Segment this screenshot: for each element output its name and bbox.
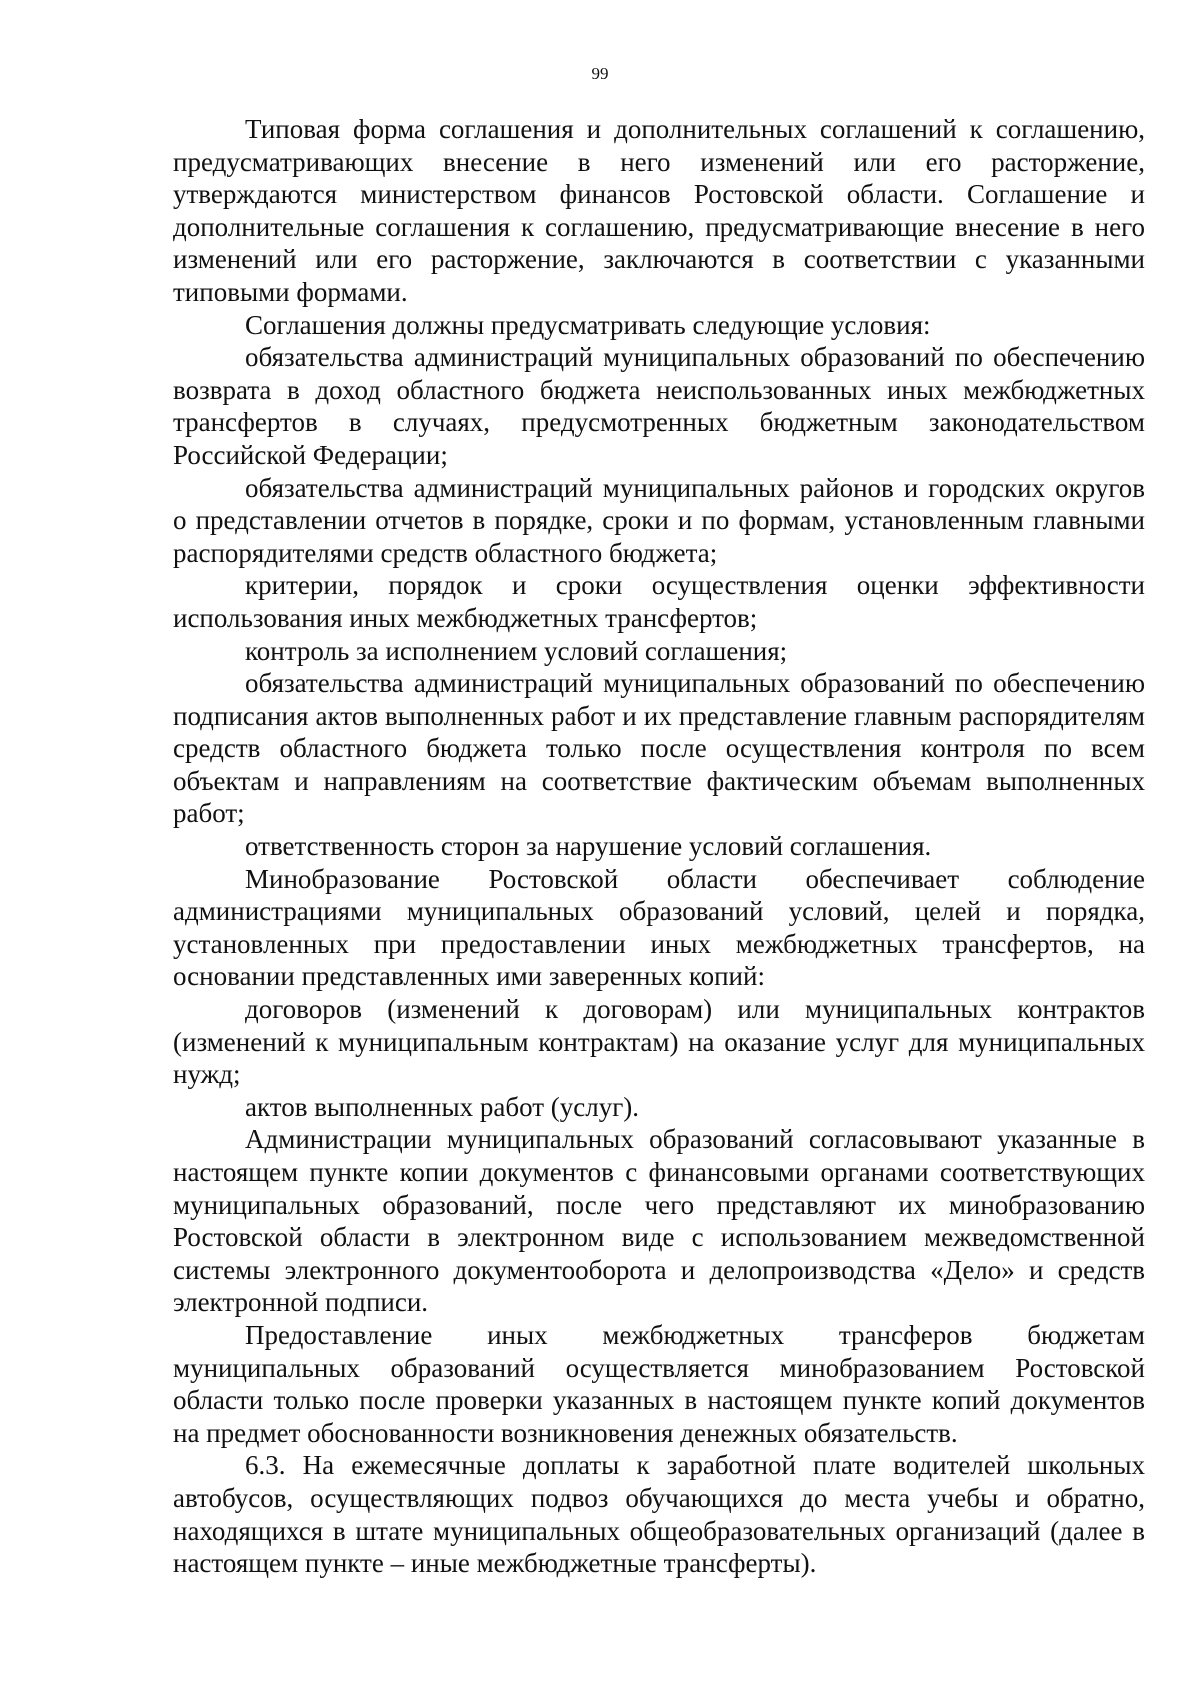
paragraph-contracts: договоров (изменений к договорам) или муниципальных контрактов (изменений к муниципальным контрактам) на оказание услуг для муниципальных нужд;: [173, 994, 1145, 1090]
paragraph-standard-form: Типовая форма соглашения и дополнительных соглашений к соглашению, предусматривающих внесение в него изменений или его расторжение, утверждаются министерством финансов Ростовской области. Соглашение и дополнительные соглашения к соглашению, предусматривающие внесение в него изменений или его расторжение, заключаются в соответствии с указанными типовыми формами.: [173, 114, 1145, 307]
paragraph-transfers-provision: Предоставление иных межбюджетных трансферов бюджетам муниципальных образований осуществляется минобразованием Ростовской области только после проверки указанных в настоящем пункте копий документов на предмет обоснованности возникновения денежных обязательств.: [173, 1319, 1145, 1448]
paragraph-control: контроль за исполнением условий соглашения;: [245, 635, 788, 666]
paragraph-section-6-3: 6.3. На ежемесячные доплаты к заработной плате водителей школьных автобусов, осуществляющих подвоз обучающихся до места учебы и обратно, находящихся в штате муниципальных общеобразовательных организаций (далее в настоящем пункте – иные межбюджетные трансферты).: [173, 1450, 1145, 1579]
paragraph-refund-obligations: обязательства администраций муниципальных образований по обеспечению возврата в доход областного бюджета неиспользованных иных межбюджетных трансфертов в случаях, предусмотренных бюджетным законодательством Российской Федерации;: [173, 342, 1145, 470]
paragraph-report-obligations: обязательства администраций муниципальных районов и городских округов о представлении отчетов в порядке, сроки и по формам, установленным главными распорядителями средств областного бюджета;: [173, 472, 1145, 568]
paragraph-administrations-approval: Администрации муниципальных образований согласовывают указанные в настоящем пункте копии документов с финансовыми органами соответствующих муниципальных образований, после чего представляют их минобразованию Ростовской области в электронном виде с использованием межведомственной системы электронного документооборота и делопроизводства «Дело» и средств электронной подписи.: [173, 1124, 1145, 1318]
paragraph-conditions-intro: Соглашения должны предусматривать следующие условия:: [245, 309, 931, 340]
paragraph-acts: актов выполненных работ (услуг).: [245, 1091, 640, 1122]
document-body: [173, 113, 1145, 1580]
paragraph-ministry-compliance: Минобразование Ростовской области обеспечивает соблюдение администрациями муниципальных образований условий, целей и порядка, установленных при предоставлении иных межбюджетных трансфертов, на основании представленных ими заверенных копий:: [173, 863, 1145, 992]
page-number: 99: [591, 64, 609, 83]
paragraph-acts-obligations: обязательства администраций муниципальных образований по обеспечению подписания актов выполненных работ и их представление главным распорядителям средств областного бюджета только после осуществления контроля по всем объектам и направлениям на соответствие фактическим объемам выполненных работ;: [173, 668, 1145, 829]
paragraph-efficiency-criteria: критерии, порядок и сроки осуществления оценки эффективности использования иных межбюджетных трансфертов;: [173, 570, 1145, 633]
paragraph-responsibility: ответственность сторон за нарушение условий соглашения.: [245, 831, 932, 862]
